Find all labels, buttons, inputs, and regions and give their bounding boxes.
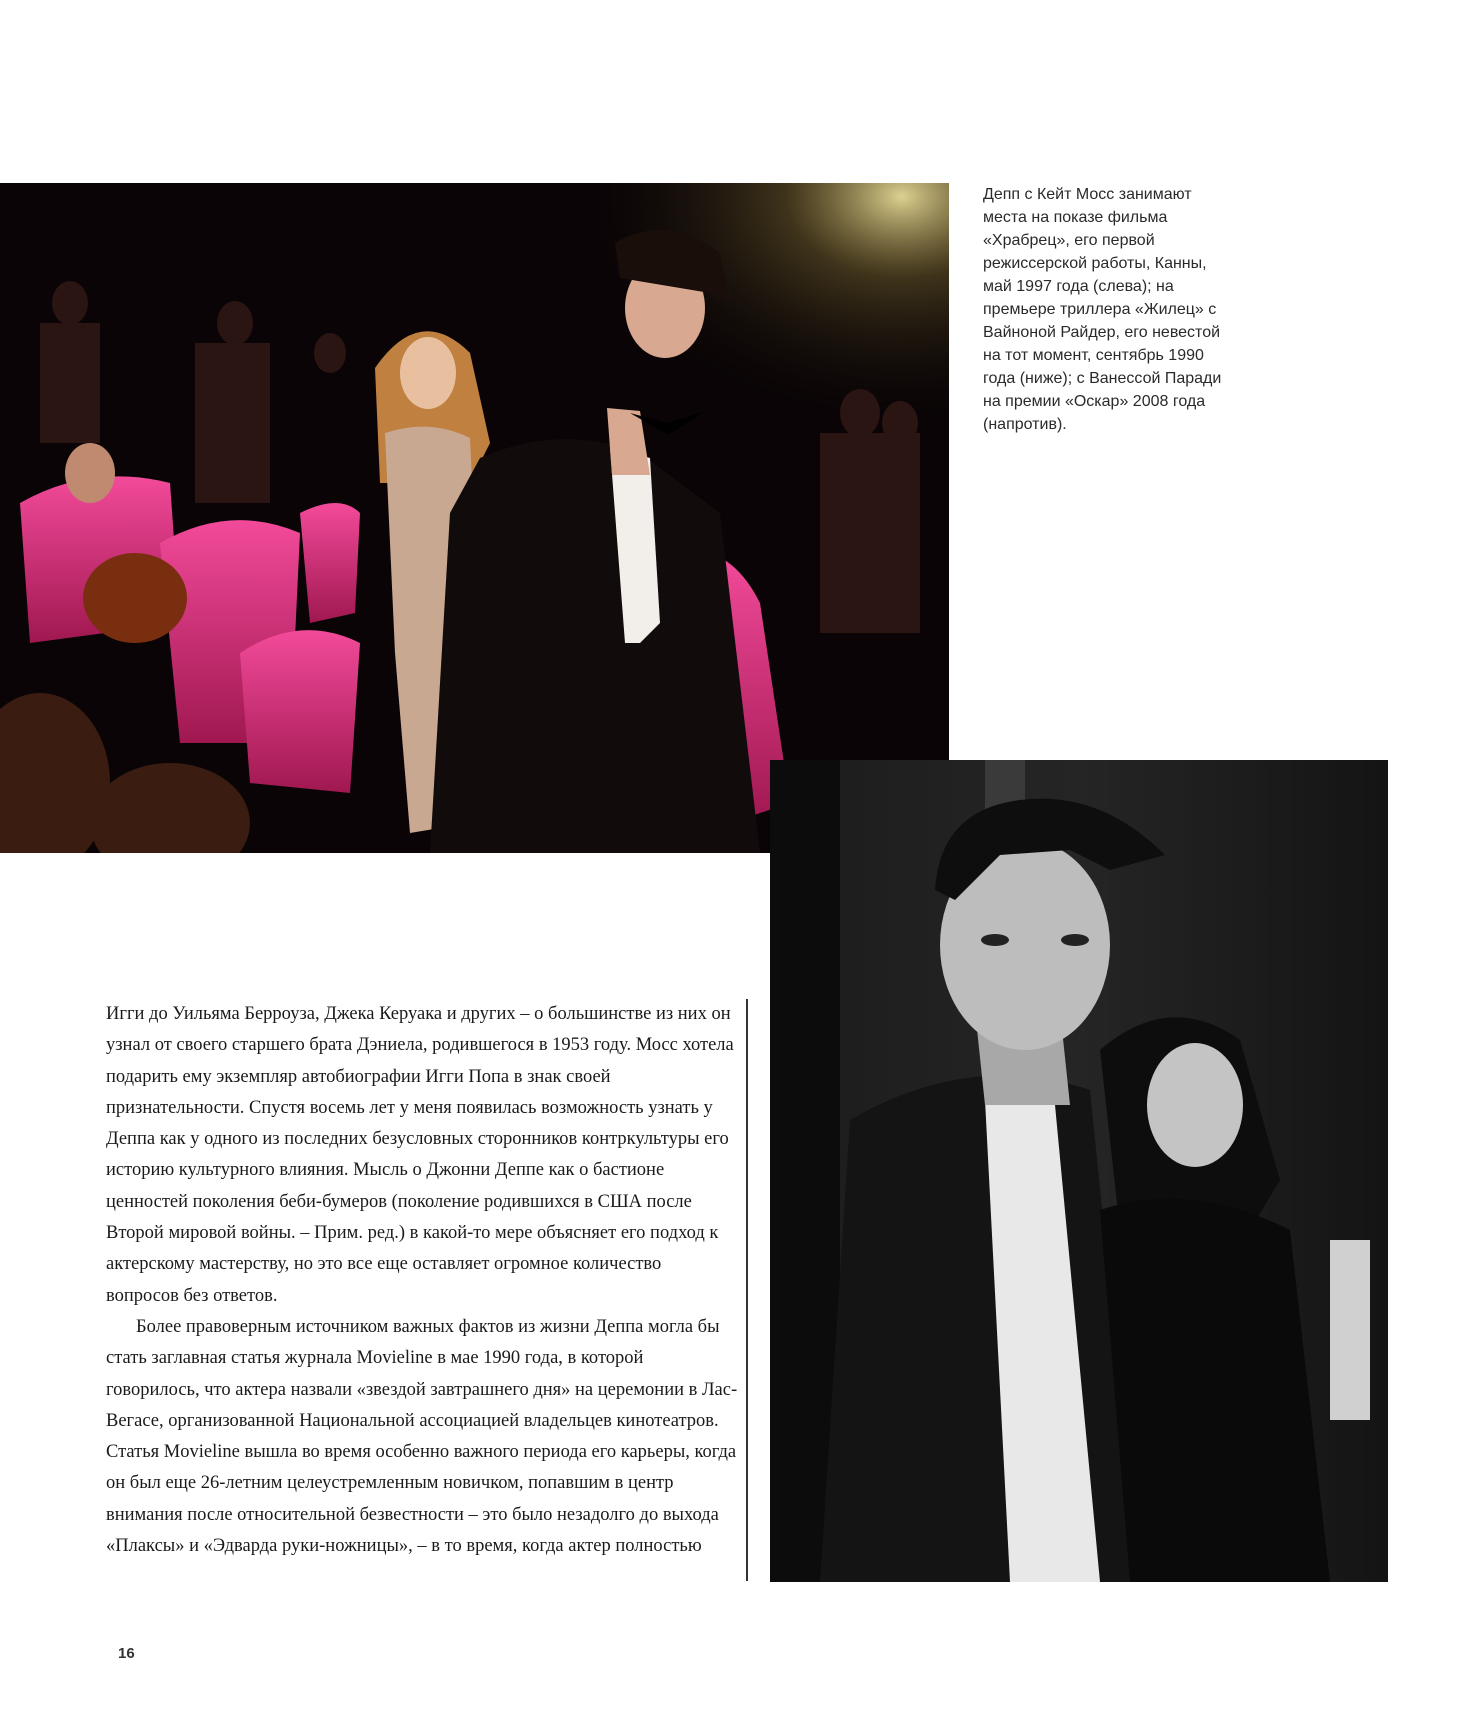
body-paragraph-1: Игги до Уильяма Берроуза, Джека Керуака и других – о большинстве из них он узнал от своего старшего брата Дэниела, родившегося в 1953 году. Мосс хотела подарить ему экземпляр автобиографии Игги Попа в знак своей признательности. Спустя восемь лет у меня появилась возможность узнать у Деппа как у одного из последних безусловных сторонников контркультуры его историю культурного влияния. Мысль о Джонни Деппе как о бастионе ценностей поколения беби-бумеров (поколение родившихся в США после Второй мировой войны. – Прим. ред.) в какой-то мере объясняет его подход к актерскому мастерству, но это все еще оставляет огромное количество вопросов без ответов. — [106, 1004, 734, 1306]
photo-caption: Депп с Кейт Мосс занимают места на показе фильма «Храбрец», его первой режиссерской работы, Канны, май 1997 года (слева); на премьере триллера «Жилец» с Вайноной Райдер, его невестой на тот момент, сентябрь 1990 года (ниже); с Ванессой Паради на премии «Оскар» 2008 года (напротив). — [983, 186, 1222, 433]
column-divider — [746, 999, 748, 1581]
article-body — [106, 999, 738, 1562]
page-number: 16 — [118, 1645, 135, 1662]
premiere-photo-bw — [770, 760, 1388, 1582]
body-paragraph-2: Более правоверным источником важных фактов из жизни Деппа могла бы стать заглавная статья журнала Movieline в мае 1990 года, в которой говорилось, что актера назвали «звездой завтрашнего дня» на церемонии в Лас-Вегасе, организованной Национальной ассоциацией владельцев кинотеатров. Статья Movieline вышла во время особенно важного периода его карьеры, когда он был еще 26-летним целеустремленным новичком, попавшим в центр внимания после относительной безвестности – это было незадолго до выхода «Плаксы» и «Эдварда руки-ножницы», – в то время, когда актер полностью — [106, 1316, 738, 1557]
premiere-photo-color — [0, 183, 949, 853]
